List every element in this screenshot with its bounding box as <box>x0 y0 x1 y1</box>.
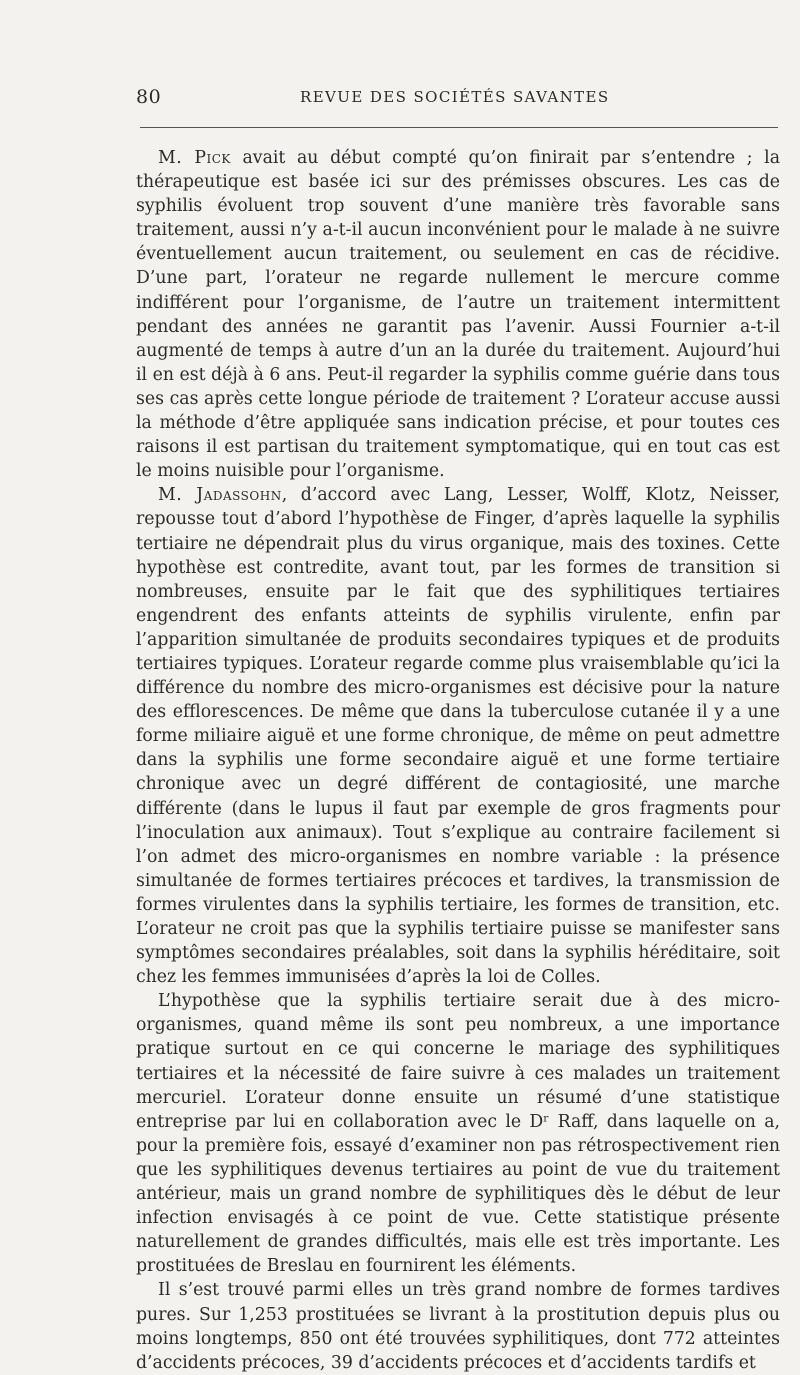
paragraph <box>136 989 780 1278</box>
paragraph <box>136 146 780 483</box>
running-title: REVUE DES SOCIÉTÉS SAVANTES <box>300 88 610 106</box>
paragraph-text: avait au début compté qu’on finirait par s’entendre ; la thérapeutique est basée ici sur des prémisses obscures. Les cas de syphilis évoluent trop souvent d’une manière très favorable sans traitement, aussi n’y a-t-il aucun inconvénient pour le malade à ne suivre éventuellement aucun traitement, ou seulement en cas de récidive. D’une part, l’orateur ne regarde nullement le mercure comme indifférent pour l’organisme, de l’autre un traitement intermittent pendant des années ne garantit pas l’avenir. Aussi Fournier a-t-il augmenté de temps à autre d’un an la durée du traitement. Aujourd’hui il en est déjà à 6 ans. Peut-il regarder la syphilis comme guérie dans tous ses cas après cette longue période de traitement ? L’orateur accuse aussi la méthode d’être appliquée sans indication précise, et pour toutes ces raisons il est partisan du traitement symptomatique, qui en tout cas est le moins nuisible pour l’organisme. <box>136 148 781 482</box>
paragraph-text: Il s’est trouvé parmi elles un très grand nombre de formes tardives pures. Sur 1,253 prostituées se livrant à la prostitution depuis plus ou moins longtemps, 850 ont été trouvées syphilitiques, dont 772 atteintes d’accidents précoces, 39 d’accidents précoces et d’accidents tardifs et <box>136 1280 780 1373</box>
paragraph-text: L’hypothèse que la syphilis tertiaire serait due à des micro-organismes, quand même ils sont peu nombreux, a une importance pratique surtout en ce qui concerne le mariage des syphilitiques tertiaires et la nécessité de faire suivre à ces malades un traitement mercuriel. L’orateur donne ensuite un résumé d’une statistique entreprise par lui en collaboration avec le Dʳ Raff, dans laquelle on a, pour la première fois, essayé d’examiner non pas rétrospectivement rien que les syphilitiques devenus tertiaires au point de vue du traitement antérieur, mais un grand nombre de syphilitiques dès le début de leur infection envisagés à ce point de vue. Cette statistique présente naturellement de grandes difficultés, mais elle est très importante. Les prostituées de Breslau en fournirent les éléments. <box>136 991 780 1277</box>
paragraph <box>136 483 780 989</box>
body-text <box>136 146 780 1375</box>
header-rule <box>140 127 778 128</box>
page-header <box>136 86 776 116</box>
speaker-name: M. Jadassohn <box>158 485 282 506</box>
page-number: 80 <box>136 86 162 108</box>
paragraph <box>136 1278 780 1374</box>
speaker-name: M. Pick <box>158 148 231 168</box>
paragraph-text: , d’accord avec Lang, Lesser, Wolff, Klotz, Neisser, repousse tout d’abord l’hypothèse de Finger, d’après laquelle la syphilis tertiaire ne dépendrait plus du virus organique, mais des toxines. Cette hypothèse est contredite, avant tout, par les formes de transition si nombreuses, ensuite par le fait que des syphilitiques tertiaires engendrent des enfants atteints de syphilis virulente, enfin par l’apparition simultanée de produits secondaires typiques et de produits tertiaires typiques. L’orateur regarde comme plus vraisemblable qu’ici la différence du nombre des micro-organismes est décisive pour la nature des efflorescences. De même que dans la tuberculose cutanée il y a une forme miliaire aiguë et une forme chronique, de même on peut admettre dans la syphilis une forme secondaire aiguë et une forme tertiaire chronique avec un degré différent de contagiosité, une marche différente (dans le lupus il faut par exemple de gros fragments pour l’inoculation aux animaux). Tout s’explique au contraire facilement si l’on admet des micro-organismes en nombre variable : la présence simultanée de formes tertiaires précoces et tardives, la transmission de formes virulentes dans la syphilis tertiaire, les formes de transition, etc. L’orateur ne croit pas que la syphilis tertiaire puisse se manifester sans symptômes secondaires préalables, soit dans la syphilis héréditaire, soit chez les femmes immunisées d’après la loi de Colles. <box>136 485 780 988</box>
